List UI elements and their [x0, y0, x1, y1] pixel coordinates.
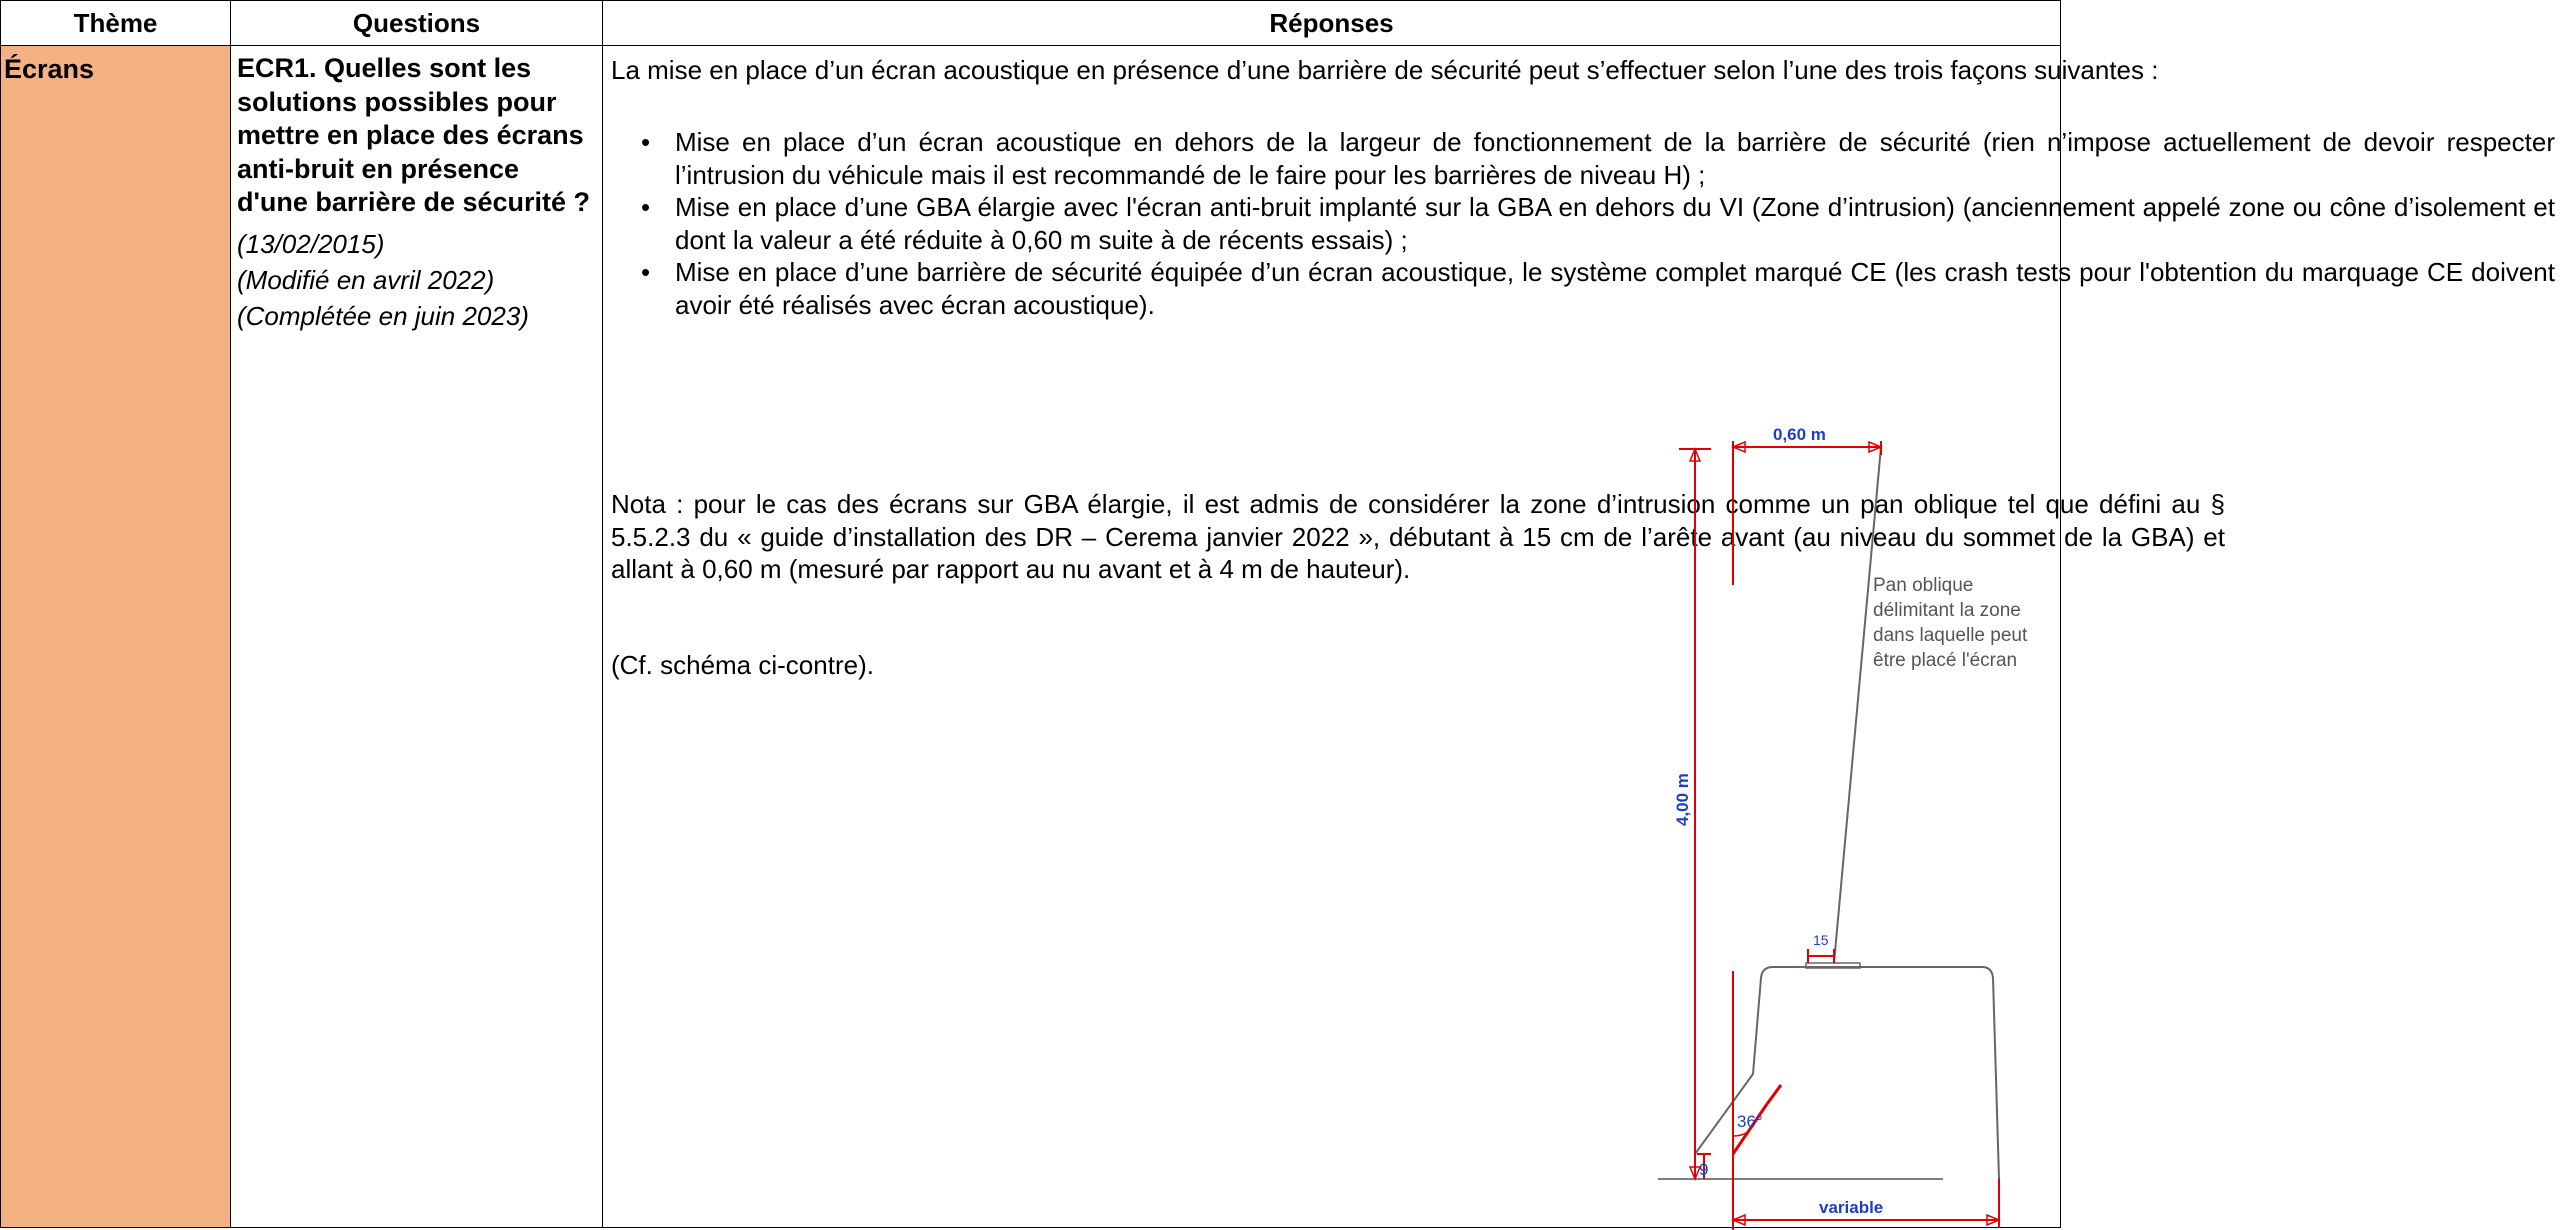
header-row	[1, 1, 2061, 46]
dim-bottom-label: variable	[1819, 1198, 1884, 1217]
theme-cell	[1, 46, 231, 1228]
question-date: (13/02/2015)	[237, 228, 385, 259]
gba-screen-diagram	[603, 46, 2061, 1230]
list-item: • Mise en place d’une barrière de sécurité équipée d’un écran acoustique, le système complet marqué CE (les crash tests pour l'obtention du marquage CE doivent avoir été réalisés avec écran acoustique).	[675, 256, 2555, 321]
gba-cap	[1806, 963, 1860, 968]
question-cell	[231, 46, 603, 1228]
answer-cell	[603, 46, 2555, 1228]
dim15-label: 15	[1813, 932, 1829, 948]
cf-reference: (Cf. schéma ci-contre).	[611, 650, 874, 680]
question-title: ECR1. Quelles sont les solutions possibles pour mettre en place des écrans anti-bruit en présence d'une barrière de sécurité ?	[237, 53, 591, 217]
chamfer-highlight	[1767, 1085, 1781, 1104]
oblique-pan-line	[1834, 447, 1881, 963]
dim9-label: 9	[1699, 1160, 1709, 1179]
header-theme: Thème	[1, 1, 231, 46]
dim-top-label: 0,60 m	[1773, 425, 1826, 444]
nota-paragraph: Nota : pour le cas des écrans sur GBA élargie, il est admis de considérer la zone d’intrusion comme un pan oblique tel que défini au § 5.5.2.3 du « guide d’installation des DR – Cerema janvier 2022 », débutant à 15 cm de l’arête avant (au niveau du sommet de la GBA) et allant à 0,60 m (mesuré par rapport au nu avant et à 4 m de hauteur).	[611, 489, 2225, 584]
header-reponses: Réponses	[603, 1, 2061, 46]
theme-label: Écrans	[4, 54, 95, 84]
question-completed: (Complétée en juin 2023)	[237, 300, 529, 331]
pan-caption-line: délimitant la zone	[1873, 600, 2021, 621]
table-row	[1, 46, 2061, 1228]
pan-caption-line: être placé l'écran	[1873, 650, 2018, 671]
pan-caption-line: Pan oblique	[1873, 575, 1974, 596]
dim-height-label: 4,00 m	[1673, 773, 1692, 826]
list-item: • Mise en place d’une GBA élargie avec l'écran anti-bruit implanté sur la GBA en dehors du VI (Zone d’intrusion) (anciennement appelé zone ou cône d’isolement et dont la valeur a été réduite à 0,60 m suite à de récents essais) ;	[675, 191, 2555, 256]
list-item: • Mise en place d’un écran acoustique en dehors de la largeur de fonctionnement de la barrière de sécurité (rien n’impose actuellement de devoir respecter l’intrusion du véhicule mais il est recommandé de le faire pour les barrières de niveau H) ;	[675, 126, 2555, 191]
question-modified: (Modifié en avril 2022)	[237, 264, 495, 295]
answer-intro: La mise en place d’un écran acoustique en présence d’une barrière de sécurité peut s’effectuer selon l’une des trois façons suivantes :	[611, 55, 2159, 85]
pan-caption-line: dans laquelle peut	[1873, 625, 2028, 646]
pan-caption	[1873, 575, 2033, 671]
gba-outline	[1695, 967, 1999, 1179]
header-questions: Questions	[231, 1, 603, 46]
angle-label: 36°	[1737, 1112, 1763, 1131]
